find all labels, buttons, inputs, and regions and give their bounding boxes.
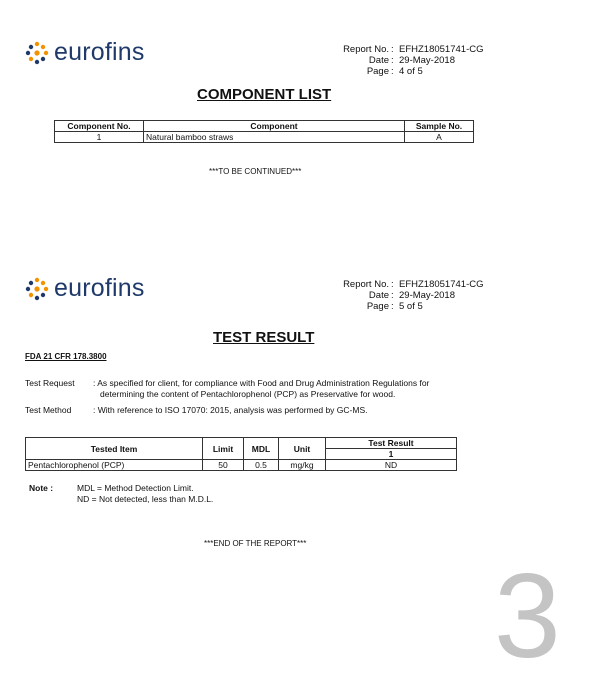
col-test-result-sample: 1 xyxy=(326,449,457,460)
report-no-label: Report No. xyxy=(343,44,389,55)
col-component-no: Component No. xyxy=(55,121,144,132)
report-no: EFHZ18051741-CG xyxy=(399,44,484,55)
component-list-heading: COMPONENT LIST xyxy=(197,86,332,103)
regulation-reference: FDA 21 CFR 178.3800 xyxy=(25,352,107,361)
date-label: Date xyxy=(368,55,389,66)
page-of: 4 of 5 xyxy=(399,66,423,77)
eurofins-logo-text: eurofins xyxy=(54,38,145,66)
cell-result: ND xyxy=(326,460,457,471)
page-label: Page xyxy=(366,301,389,312)
note-label: Note : xyxy=(29,483,54,493)
date-label: Date xyxy=(368,290,389,301)
component-table xyxy=(54,120,474,143)
test-method-label: Test Method xyxy=(25,405,72,415)
note-line2: ND = Not detected, less than M.D.L. xyxy=(77,494,214,504)
cell-component: Natural bamboo straws xyxy=(144,132,405,143)
col-tested-item: Tested Item xyxy=(26,438,203,460)
table-row xyxy=(55,132,474,143)
report-no-label: Report No. xyxy=(343,279,389,290)
cell-tested-item: Pentachlorophenol (PCP) xyxy=(26,460,203,471)
eurofins-logo-text: eurofins xyxy=(54,274,145,302)
col-sample-no: Sample No. xyxy=(405,121,474,132)
test-request-line1: : As specified for client, for compliance with Food and Drug Administration Regulations for xyxy=(93,378,430,388)
to-be-continued: ***TO BE CONTINUED*** xyxy=(209,167,302,176)
cell-sample-no: A xyxy=(405,132,474,143)
col-limit: Limit xyxy=(203,438,244,460)
col-mdl: MDL xyxy=(244,438,279,460)
cell-mdl: 0.5 xyxy=(244,460,279,471)
test-request-label: Test Request xyxy=(25,378,75,388)
report-meta-2: Report No. : EFHZ18051741-CG Date : 29-May-2018 Page : 5 of 5 xyxy=(341,279,483,312)
page-of: 5 of 5 xyxy=(399,301,423,312)
report-date: 29-May-2018 xyxy=(399,290,455,301)
note-line1: MDL = Method Detection Limit. xyxy=(77,483,194,493)
eurofins-logo xyxy=(25,40,145,65)
cell-limit: 50 xyxy=(203,460,244,471)
test-request-line2: determining the content of Pentachlorophenol (PCP) as Preservative for wood. xyxy=(100,389,396,399)
page-label: Page xyxy=(366,66,389,77)
test-method: : With reference to ISO 17070: 2015, analysis was performed by GC-MS. xyxy=(93,405,368,415)
report-meta: Report No. : EFHZ18051741-CG Date : 29-May-2018 Page : 4 of 5 xyxy=(341,44,483,77)
col-test-result: Test Result xyxy=(326,438,457,449)
eurofins-logo-icon xyxy=(25,41,49,65)
result-table-header xyxy=(26,438,457,449)
report-date: 29-May-2018 xyxy=(399,55,455,66)
report-no: EFHZ18051741-CG xyxy=(399,279,484,290)
eurofins-logo-2 xyxy=(25,276,145,301)
cell-unit: mg/kg xyxy=(279,460,326,471)
table-row xyxy=(26,460,457,471)
cell-component-no: 1 xyxy=(55,132,144,143)
test-result-heading: TEST RESULT xyxy=(213,329,315,346)
end-of-report: ***END OF THE REPORT*** xyxy=(204,539,307,548)
component-table-header xyxy=(55,121,474,132)
page-number-3: 3 xyxy=(494,549,561,683)
col-component: Component xyxy=(144,121,405,132)
eurofins-logo-icon xyxy=(25,277,49,301)
col-unit: Unit xyxy=(279,438,326,460)
test-result-table xyxy=(25,437,457,471)
